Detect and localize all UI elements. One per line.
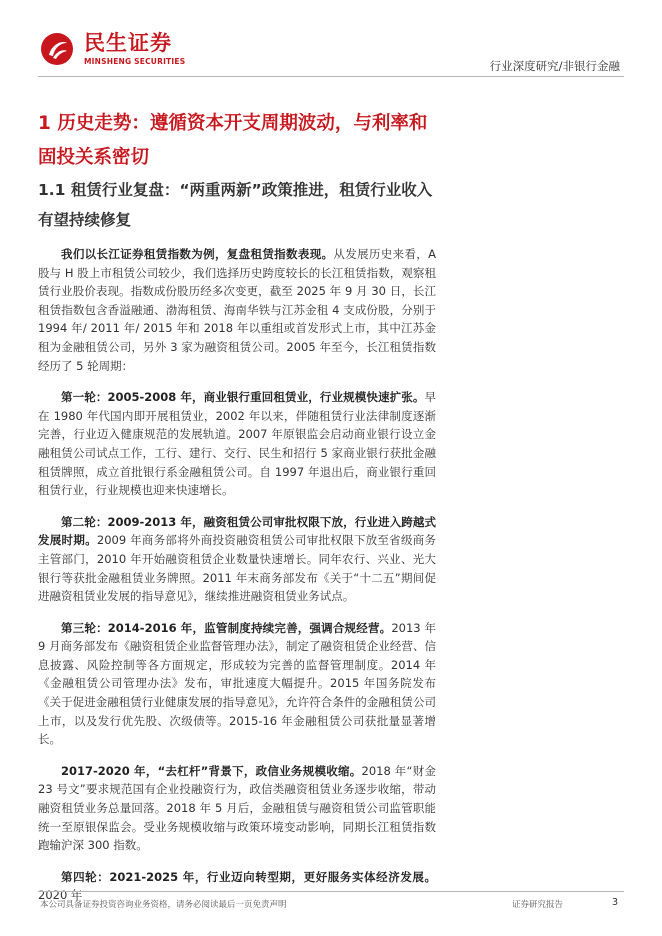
subsection-title: 1.1 租赁行业复盘：“两重两新”政策推进，租赁行业收入有望持续修复 (38, 181, 433, 229)
paragraph-lead: 2017-2020 年，“去杠杆”背景下，政信业务规模收缩。 (61, 763, 362, 778)
footer-disclaimer: 本公司具备证券投资咨询业务资格，请务必阅读最后一页免责声明 (40, 900, 287, 910)
report-category: 行业深度研究/非银行金融 (489, 59, 620, 73)
logo-chinese-name: 民生证券 (84, 31, 172, 55)
paragraph-lead: 我们以长江证券租赁指数为例，复盘租赁指数表现。 (61, 247, 334, 261)
paragraph-text: 2013 年 9 月商务部发布《融资租赁企业监督管理办法》，制定了融资租赁企业经营、信息披露、风险控制等各方面规定，形成较为完善的监督管理制度。2014 年《金融租赁公司管理办法》发布，审批速度大幅提升。2015 年国务院发布《关于促进金融租赁行业健康发展的指导意见》，允许符合条件的金融租赁公司上市，以及发行优先股、次级债等。2015-16 年金融租赁公司获批量显著增长。 (38, 620, 436, 747)
paragraph-text: 从发展历史来看，A 股与 H 股上市租赁公司较少，我们选择历史跨度较长的长江租赁指数，观察租赁行业股价表现。指数成份股历经多次变更，截至 2025 年 9 月 30 日，长江租赁指数包含香溢融通、渤海租赁、海南华铁与江苏金租 4 支成份股，分别于 1994 年/ 2011 年/ 2015 年和 2018 年以重组或首发形式上市，其中江苏金租为金融租赁公司，另外 3 家为融资租赁公司。2005 年至今，长江租赁指数经历了 5 轮周期： (38, 247, 436, 373)
paragraph-text: 早在 1980 年代国内即开展租赁业，2002 年以来，伴随租赁行业法律制度逐渐完善，行业迈入健康规范的发展轨道。2007 年原银监会启动商业银行设立金融租赁公司试点工作，工行、建行、交行、民生和招行 5 家商业银行获批金融租赁牌照，成立首批银行系金融租赁公司。自 1997 年退出后，商业银行重回租赁行业，行业规模也迎来快速增长。 (38, 390, 436, 498)
paragraph-round-1 (38, 388, 436, 500)
paragraph-lead: 第三轮：2014-2016 年，监管制度持续完善，强调合规经营。 (61, 620, 392, 635)
footer-report-type: 证券研究报告 (512, 900, 564, 910)
header-divider (38, 76, 624, 77)
paragraph-lead: 第一轮：2005-2008 年，商业银行重回租赁业，行业规模快速扩张。 (61, 390, 425, 405)
paragraph-text: 2009 年商务部将外商投资融资租赁公司审批权限下放至省级商务主管部门，2010 年开始融资租赁企业数量快速增长。同年农行、兴业、光大银行等获批金融租赁业务牌照。2011 年末商务部发布《关于“十二五”期间促进融资租赁业发展的指导意见》，继续推进融资租赁业务试点。 (38, 533, 437, 604)
paragraph-text: 2020 年 (38, 888, 83, 903)
paragraph-lead: 第二轮：2009-2013 年，融资租赁公司审批权限下放，行业进入跨越式发展时期。 (38, 514, 436, 548)
report-body (38, 107, 436, 905)
paragraph-intro (38, 245, 436, 375)
page-header (0, 0, 662, 80)
paragraph-deleveraging (38, 762, 436, 855)
company-logo (40, 30, 190, 72)
footer-divider (38, 891, 624, 892)
minsheng-logo-icon (40, 32, 74, 66)
paragraph-round-3 (38, 619, 436, 749)
logo-english-name: MINSHENG SECURITIES (84, 57, 186, 66)
section-title: 1 历史走势：遵循资本开支周期波动，与利率和固投关系密切 (38, 113, 428, 168)
paragraph-round-2 (38, 513, 436, 606)
paragraph-text: 2018 年“财金 23 号文”要求规范国有企业投融资行为，政信类融资租赁业务逐步收缩，带动融资租赁业务总量回落。2018 年 5 月后，金融租赁与融资租赁公司监管职能统一至原银保监会。受业务规模收缩与政策环境变动影响，同期长江租赁指数跑输沪深 300 指数。 (38, 763, 436, 853)
paragraph-lead: 第四轮：2021-2025 年，行业迈向转型期，更好服务实体经济发展。 (61, 869, 436, 884)
page-number: 3 (612, 897, 619, 908)
